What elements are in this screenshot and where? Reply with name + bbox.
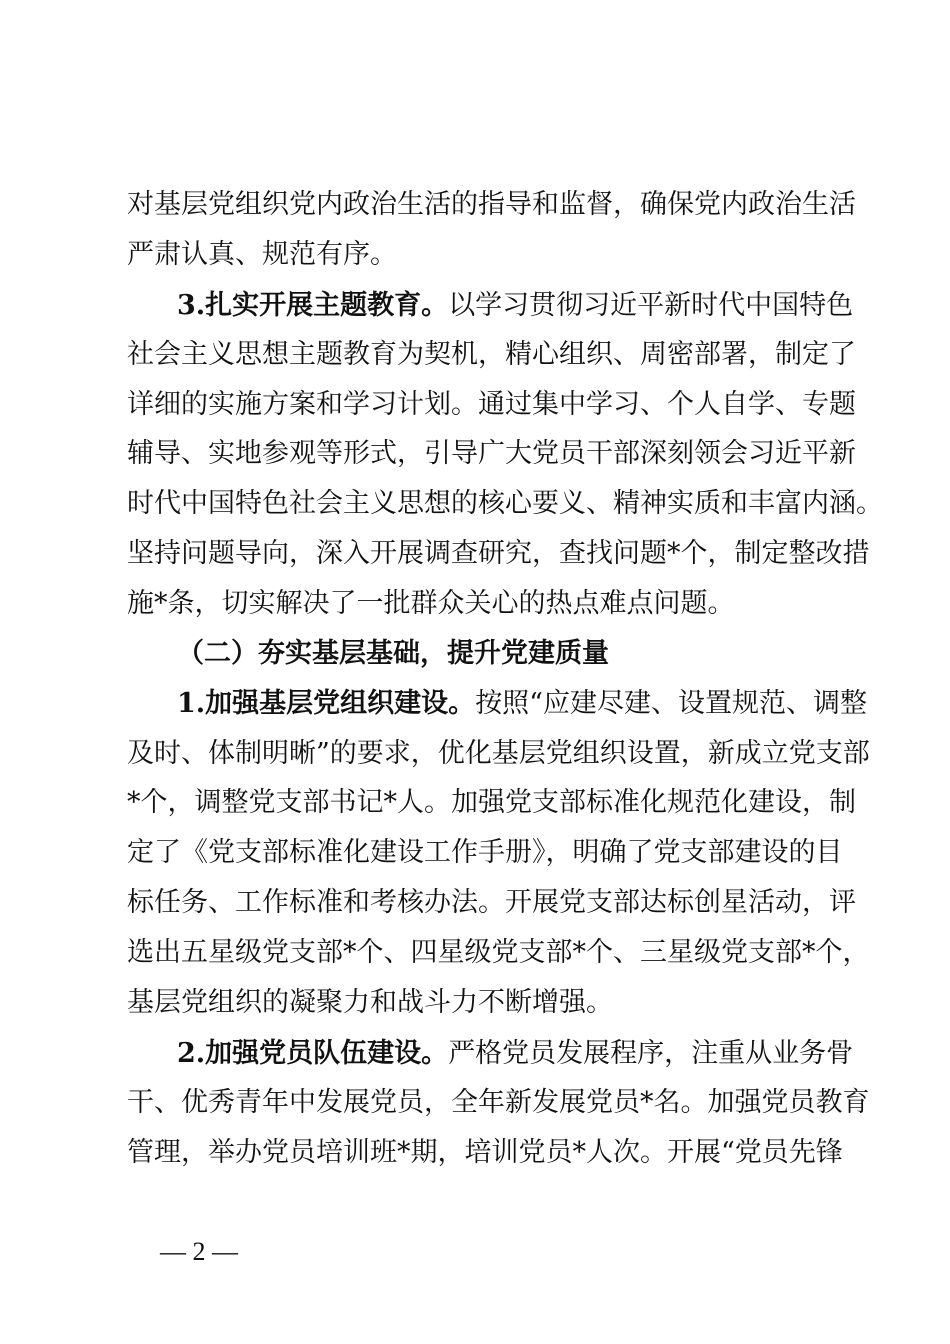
section-1-first-line (177, 684, 897, 724)
section-3-first-line (177, 286, 897, 326)
paragraph-line: 社会主义思想主题教育为契机，精心组织、周密部署，制定了 (127, 339, 856, 370)
paragraph-line: 辅导、实地参观等形式，引导广大党员干部深刻领会习近平新 (127, 438, 856, 469)
paragraph-line: 选出五星级党支部*个、四星级党支部*个、三星级党支部*个， (127, 937, 870, 968)
paragraph-line: 施*条，切实解决了一批群众关心的热点难点问题。 (127, 588, 735, 619)
section-3-heading: 3.扎实开展主题教育。 (177, 290, 449, 321)
subsection-title: （二）夯实基层基础，提升党建质量 (177, 638, 609, 669)
paragraph-line: 详细的实施方案和学习计划。通过集中学习、个人自学、专题 (127, 389, 856, 420)
paragraph-line: 标任务、工作标准和考核办法。开展党支部达标创星活动，评 (127, 887, 856, 918)
paragraph-line: 管理，举办党员培训班*期，培训党员*人次。开展“党员先锋 (127, 1137, 843, 1168)
paragraph-line: 基层党组织的凝聚力和战斗力不断增强。 (127, 987, 613, 1018)
paragraph-line: 干、优秀青年中发展党员，全年新发展党员*名。加强党员教育 (127, 1087, 870, 1118)
paragraph-line: 及时、体制明晰”的要求，优化基层党组织设置，新成立党支部 (127, 738, 870, 769)
paragraph-line: *个，调整党支部书记*人。加强党支部标准化规范化建设，制 (127, 787, 856, 818)
section-1-heading: 1.加强基层党组织建设。 (177, 688, 476, 719)
section-2-first-line (177, 1034, 897, 1074)
paragraph-line: 坚持问题导向，深入开展调查研究，查找问题*个，制定整改措 (127, 538, 870, 569)
paragraph-line: 对基层党组织党内政治生活的指导和监督，确保党内政治生活 (127, 189, 856, 220)
section-2-heading: 2.加强党员队伍建设。 (177, 1038, 449, 1069)
section-1-first-line-text: 按照“应建尽建、设置规范、调整 (475, 688, 867, 719)
section-3-first-line-text: 以学习贯彻习近平新时代中国特色 (448, 290, 854, 321)
paragraph-line: 严肃认真、规范有序。 (127, 239, 397, 270)
paragraph-line: 时代中国特色社会主义思想的核心要义、精神实质和丰富内涵。 (127, 488, 883, 519)
paragraph-line: 定了《党支部标准化建设工作手册》，明确了党支部建设的目 (127, 837, 843, 868)
section-2-first-line-text: 严格党员发展程序，注重从业务骨 (448, 1038, 854, 1069)
page-number: — 2 — (160, 1237, 238, 1266)
